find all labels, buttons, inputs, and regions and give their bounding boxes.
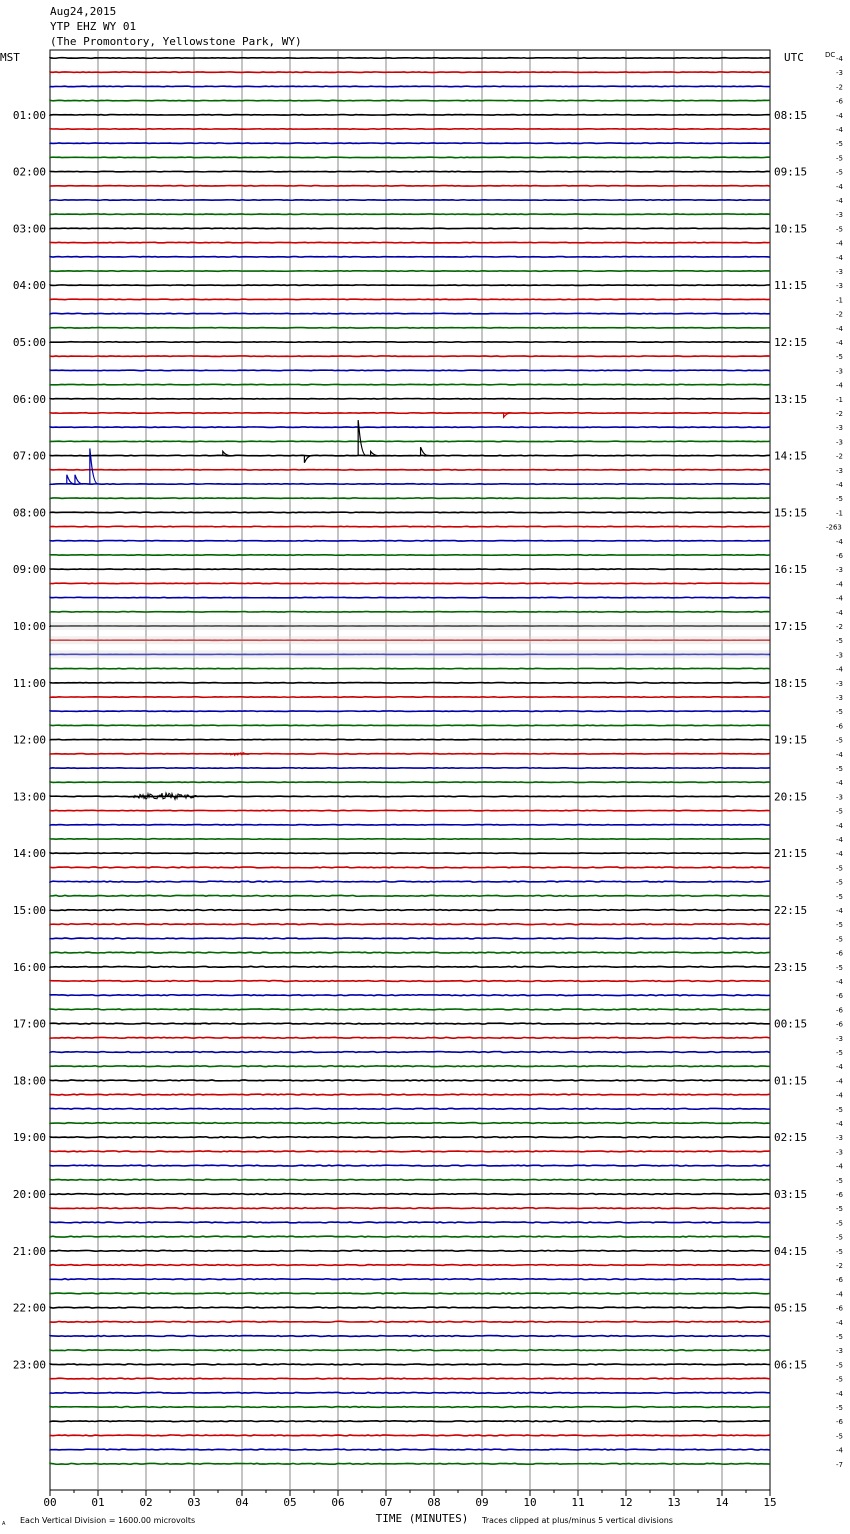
dc-offset: -6: [836, 1191, 843, 1199]
utc-hour-label: 22:15: [774, 904, 808, 917]
dc-offset: -6: [836, 1304, 843, 1313]
dc-offset: -263: [826, 523, 842, 532]
x-tick-label: 12: [619, 1496, 633, 1509]
seismic-trace: [50, 1449, 770, 1450]
dc-offset: -6: [836, 992, 843, 1001]
seismic-trace: [50, 470, 770, 471]
seismic-trace: [50, 399, 770, 400]
seismic-trace: [50, 1350, 770, 1351]
mst-hour-label: 07:00: [12, 449, 46, 463]
seismic-trace: [50, 1123, 770, 1124]
mst-hour-label: 17:00: [12, 1017, 46, 1031]
seismic-trace: [50, 711, 770, 712]
dc-offset: -2: [836, 410, 843, 418]
utc-hour-label: 02:15: [774, 1131, 808, 1145]
dc-offset: -3: [836, 1134, 843, 1143]
x-tick-label: 04: [235, 1496, 249, 1509]
dc-offset: -3: [836, 1148, 843, 1157]
seismic-trace: [50, 1151, 770, 1152]
seismic-trace: [50, 867, 770, 868]
dc-offset: -3: [836, 694, 843, 702]
mst-hour-label: 18:00: [12, 1074, 46, 1088]
seismic-trace: [50, 881, 770, 882]
dc-offset: -3: [836, 211, 843, 220]
dc-offset: -2: [836, 83, 843, 92]
seismic-trace: [50, 1407, 770, 1408]
dc-offset: -6: [836, 722, 843, 731]
dc-offset: -4: [836, 481, 843, 489]
dc-offset: -5: [836, 154, 843, 163]
seismic-trace: [50, 1293, 770, 1294]
seismic-trace: [50, 271, 770, 272]
seismic-trace: [50, 782, 770, 783]
dc-offset: -6: [836, 1418, 843, 1427]
dc-label: DC: [825, 51, 836, 59]
dc-offset: -6: [836, 552, 843, 560]
dc-offset: -4: [836, 324, 843, 333]
dc-offset: -4: [836, 55, 843, 63]
utc-hour-label: 08:15: [774, 108, 808, 122]
dc-offset: -4: [836, 1063, 843, 1072]
utc-hour-label: 03:15: [774, 1188, 808, 1201]
x-tick-label: 08: [427, 1496, 441, 1509]
dc-offset: -2: [836, 1262, 843, 1270]
seismic-trace: [50, 697, 770, 698]
footer-mark: A: [2, 1521, 6, 1527]
seismic-trace: [50, 1023, 770, 1024]
seismic-trace: [50, 1080, 770, 1081]
mst-hour-label: 06:00: [12, 392, 46, 406]
seismic-trace: [50, 1421, 770, 1422]
dc-offset: -5: [836, 1176, 843, 1185]
seismic-trace: [50, 526, 770, 527]
mst-hour-label: 01:00: [12, 108, 46, 122]
mst-hour-label: 23:00: [12, 1358, 46, 1372]
dc-offset: -6: [836, 1006, 843, 1015]
seismic-event: [371, 451, 379, 455]
x-tick-label: 05: [283, 1496, 297, 1509]
mst-hour-label: 19:00: [12, 1131, 46, 1145]
seismic-trace: [50, 1364, 770, 1365]
utc-hour-label: 21:15: [774, 847, 808, 861]
seismic-trace: [50, 853, 770, 854]
seismic-trace: [50, 455, 770, 456]
dc-offset: -5: [836, 1233, 843, 1242]
dc-offset: -4: [836, 182, 843, 191]
x-tick-label: 02: [139, 1496, 153, 1509]
seismic-trace: [50, 683, 770, 684]
seismic-trace: [50, 143, 770, 144]
seismic-trace: [50, 1052, 770, 1053]
seismic-trace: [50, 1307, 770, 1308]
dc-offset: -5: [836, 892, 843, 901]
dc-offset: -4: [836, 580, 843, 589]
dc-offset: -5: [836, 864, 843, 873]
dc-offset: -5: [836, 1375, 843, 1384]
seismic-trace: [50, 924, 770, 925]
seismic-trace: [50, 1392, 770, 1393]
dc-offset: -4: [836, 239, 843, 248]
seismic-trace: [50, 328, 770, 329]
dc-offset: -3: [836, 466, 843, 475]
seismic-trace: [50, 1165, 770, 1166]
dc-offset: -4: [836, 821, 843, 830]
dc-offset: -4: [836, 339, 843, 347]
x-tick-label: 10: [523, 1496, 537, 1509]
utc-hour-label: 19:15: [774, 733, 808, 747]
seismic-trace: [50, 555, 770, 556]
dc-offset: -6: [836, 97, 843, 106]
dc-offset: -5: [836, 963, 843, 972]
seismic-trace: [50, 725, 770, 726]
utc-hour-label: 01:15: [774, 1074, 808, 1088]
utc-hour-label: 09:15: [774, 165, 808, 179]
x-tick-label: 03: [187, 1496, 201, 1509]
seismic-trace: [50, 1037, 770, 1038]
utc-hour-label: 04:15: [774, 1244, 808, 1258]
mst-hour-label: 04:00: [12, 279, 46, 293]
dc-offset: -4: [836, 850, 843, 859]
mst-hour-label: 12:00: [12, 733, 46, 747]
station-location: (The Promontory, Yellowstone Park, WY): [50, 35, 302, 48]
seismic-trace: [50, 299, 770, 300]
seismic-event: [304, 456, 312, 463]
dc-offset: -3: [836, 793, 843, 802]
seismic-trace: [50, 242, 770, 243]
dc-offset: -4: [836, 1318, 843, 1327]
seismic-trace: [50, 1250, 770, 1251]
mst-zone-label: MST: [0, 51, 20, 64]
seismic-trace: [50, 129, 770, 130]
utc-hour-label: 14:15: [774, 449, 808, 463]
x-tick-label: 15: [763, 1496, 777, 1509]
dc-offset: -4: [836, 1120, 843, 1128]
seismic-trace: [50, 612, 770, 613]
dc-offset: -4: [836, 1077, 843, 1086]
dc-offset: -5: [836, 765, 843, 773]
seismic-trace: [50, 1378, 770, 1379]
dc-offset: -5: [836, 1333, 843, 1341]
seismic-trace: [50, 952, 770, 953]
dc-offset: -5: [836, 140, 843, 149]
seismic-trace: [50, 214, 770, 215]
x-tick-label: 11: [571, 1496, 585, 1509]
dc-offset: -3: [836, 424, 843, 433]
utc-hour-label: 13:15: [774, 392, 808, 406]
dc-offset: -5: [836, 935, 843, 944]
dc-offset: -4: [836, 1446, 843, 1455]
dc-offset: -5: [836, 637, 843, 646]
dc-offset: -4: [836, 1290, 843, 1299]
seismic-trace: [50, 1137, 770, 1138]
plot-frame: [50, 50, 770, 1490]
seismic-trace: [50, 541, 770, 542]
seismic-trace: [50, 1194, 770, 1195]
seismic-trace: [50, 285, 770, 286]
seismic-trace: [50, 1236, 770, 1237]
station-name: YTP EHZ WY 01: [50, 20, 137, 33]
seismic-trace: [50, 1265, 770, 1266]
seismic-trace: [50, 569, 770, 570]
utc-hour-label: 16:15: [774, 563, 808, 577]
seismic-trace: [50, 966, 770, 967]
dc-offset: -4: [836, 907, 843, 915]
utc-hour-label: 15:15: [774, 506, 808, 520]
plot-date: Aug24,2015: [50, 5, 117, 18]
seismic-trace: [50, 313, 770, 314]
seismic-trace: [50, 115, 770, 116]
seismic-trace: [50, 498, 770, 499]
seismic-trace: [50, 910, 770, 911]
dc-offset: -4: [836, 126, 843, 134]
utc-hour-label: 20:15: [774, 790, 808, 804]
dc-offset: -6: [836, 1276, 843, 1285]
dc-offset: -5: [836, 736, 843, 745]
utc-hour-label: 17:15: [774, 620, 808, 633]
seismic-trace: [50, 370, 770, 371]
seismic-trace: [50, 228, 770, 229]
x-tick-label: 13: [667, 1496, 681, 1509]
seismic-trace: [50, 839, 770, 840]
seismic-trace: [50, 825, 770, 826]
mst-hour-label: 02:00: [12, 165, 46, 179]
dc-offset: -3: [836, 268, 843, 276]
dc-offset: -4: [836, 608, 843, 617]
seismic-trace: [50, 257, 770, 258]
dc-offset: -1: [836, 395, 843, 404]
dc-offset: -5: [836, 1247, 843, 1256]
x-tick-label: 00: [43, 1496, 57, 1509]
mst-hour-label: 16:00: [12, 960, 46, 974]
mst-hour-label: 20:00: [12, 1188, 46, 1201]
dc-offset: -3: [836, 1347, 843, 1356]
seismic-trace: [50, 768, 770, 769]
seismic-trace: [50, 597, 770, 598]
seismic-trace: [50, 86, 770, 87]
dc-offset: -4: [836, 1389, 843, 1398]
dc-offset: -4: [836, 381, 843, 390]
seismic-trace: [50, 1179, 770, 1180]
seismic-trace: [50, 512, 770, 513]
seismic-trace: [50, 186, 770, 187]
dc-offset: -3: [836, 69, 843, 78]
seismic-trace: [50, 895, 770, 896]
seismic-trace: [50, 1094, 770, 1095]
dc-offset: -4: [836, 197, 843, 205]
dc-offset: -4: [836, 594, 843, 603]
dc-offset: -5: [836, 1219, 843, 1228]
seismic-trace: [50, 1321, 770, 1322]
dc-offset: -3: [836, 566, 843, 575]
dc-offset: -1: [836, 296, 843, 305]
mst-hour-label: 05:00: [12, 336, 46, 349]
mst-hour-label: 21:00: [12, 1244, 46, 1258]
dc-offset: -4: [836, 111, 843, 120]
x-axis-label: TIME (MINUTES): [375, 1512, 469, 1525]
seismic-event: [358, 420, 366, 456]
utc-hour-label: 06:15: [774, 1358, 808, 1372]
utc-hour-label: 23:15: [774, 960, 808, 974]
mst-hour-label: 09:00: [12, 563, 46, 577]
dc-offset: -4: [836, 665, 843, 674]
dc-offset: -5: [836, 1361, 843, 1370]
seismic-trace: [50, 72, 770, 73]
mst-hour-label: 22:00: [12, 1301, 46, 1315]
dc-offset: -5: [836, 168, 843, 177]
dc-offset: -5: [836, 1105, 843, 1114]
dc-offset: -3: [836, 1034, 843, 1043]
seismic-trace: [50, 1208, 770, 1209]
dc-offset: -5: [836, 1205, 843, 1214]
dc-offset: -6: [836, 949, 843, 958]
utc-hour-label: 11:15: [774, 279, 808, 293]
dc-offset: -5: [836, 495, 843, 504]
dc-offset: -5: [836, 878, 843, 887]
dc-offset: -1: [836, 509, 843, 518]
seismic-trace: [50, 995, 770, 996]
dc-offset: -4: [836, 1091, 843, 1100]
mst-hour-label: 14:00: [12, 847, 46, 861]
seismic-trace: [50, 157, 770, 158]
dc-offset: -2: [836, 310, 843, 319]
seismic-event: [421, 447, 429, 456]
mst-hour-label: 15:00: [12, 904, 46, 917]
clip-note: Traces clipped at plus/minus 5 vertical divisions: [482, 1516, 673, 1525]
scale-note: Each Vertical Division = 1600.00 microvolts: [20, 1516, 196, 1525]
seismic-trace: [50, 668, 770, 669]
dc-offset: -4: [836, 1162, 843, 1171]
dc-offset: -3: [836, 367, 843, 376]
seismic-trace: [50, 938, 770, 939]
dc-offset: -5: [836, 921, 843, 930]
seismic-trace: [50, 583, 770, 584]
dc-offset: -2: [836, 452, 843, 461]
seismic-trace: [50, 981, 770, 982]
mst-hour-label: 11:00: [12, 676, 46, 690]
x-tick-label: 06: [331, 1496, 345, 1509]
utc-hour-label: 10:15: [774, 222, 808, 236]
seismic-trace: [50, 413, 770, 414]
x-tick-label: 14: [715, 1496, 729, 1509]
dc-offset: -3: [836, 679, 843, 688]
seismic-trace: [50, 1463, 770, 1464]
dc-offset: -5: [836, 1432, 843, 1441]
seismic-trace: [50, 1066, 770, 1067]
seismic-trace: [50, 441, 770, 442]
dc-offset: -3: [836, 651, 843, 660]
mst-hour-label: 10:00: [12, 620, 46, 633]
trace-highlight: [51, 650, 769, 658]
seismic-trace: [50, 754, 770, 755]
dc-offset: -3: [836, 438, 843, 447]
seismic-trace: [50, 484, 770, 485]
x-tick-label: 09: [475, 1496, 489, 1509]
dc-offset: -4: [836, 779, 843, 788]
seismic-trace: [50, 384, 770, 385]
dc-offset: -4: [836, 750, 843, 759]
dc-offset: -5: [836, 353, 843, 362]
seismic-trace: [50, 1108, 770, 1109]
dc-offset: -5: [836, 225, 843, 234]
seismic-trace: [50, 356, 770, 357]
seismic-trace: [50, 200, 770, 201]
mst-hour-label: 13:00: [12, 790, 46, 804]
seismic-trace: [50, 810, 770, 811]
dc-offset: -5: [836, 1049, 843, 1057]
utc-hour-label: 05:15: [774, 1301, 808, 1315]
seismic-event: [90, 449, 98, 485]
seismic-trace: [50, 739, 770, 740]
dc-offset: -2: [836, 623, 843, 631]
trace-highlight: [51, 622, 769, 630]
seismic-event: [75, 475, 83, 484]
seismic-trace: [50, 1279, 770, 1280]
dc-offset: -5: [836, 1404, 843, 1412]
mst-hour-label: 03:00: [12, 222, 46, 236]
seismic-event: [67, 475, 75, 484]
mst-hour-label: 08:00: [12, 506, 46, 520]
seismic-trace: [50, 1222, 770, 1223]
dc-offset: -4: [836, 978, 843, 986]
seismic-trace: [50, 171, 770, 172]
dc-offset: -6: [836, 1020, 843, 1029]
dc-offset: -5: [836, 807, 843, 816]
seismic-trace: [50, 1336, 770, 1337]
seismic-trace: [50, 1435, 770, 1436]
dc-offset: -7: [836, 1460, 843, 1469]
utc-hour-label: 18:15: [774, 676, 808, 690]
dc-offset: -4: [836, 836, 843, 844]
seismic-trace: [50, 58, 770, 59]
utc-hour-label: 00:15: [774, 1017, 808, 1031]
dc-offset: -3: [836, 282, 843, 291]
seismic-trace: [50, 1009, 770, 1010]
seismic-trace: [50, 342, 770, 343]
utc-hour-label: 12:15: [774, 336, 808, 349]
x-tick-label: 01: [91, 1496, 105, 1509]
seismic-trace: [50, 427, 770, 428]
x-tick-label: 07: [379, 1496, 393, 1509]
seismic-trace: [50, 100, 770, 101]
trace-highlight: [51, 636, 769, 644]
dc-offset: -4: [836, 253, 843, 262]
utc-zone-label: UTC: [784, 51, 804, 64]
dc-offset: -4: [836, 537, 843, 546]
dc-offset: -5: [836, 708, 843, 717]
